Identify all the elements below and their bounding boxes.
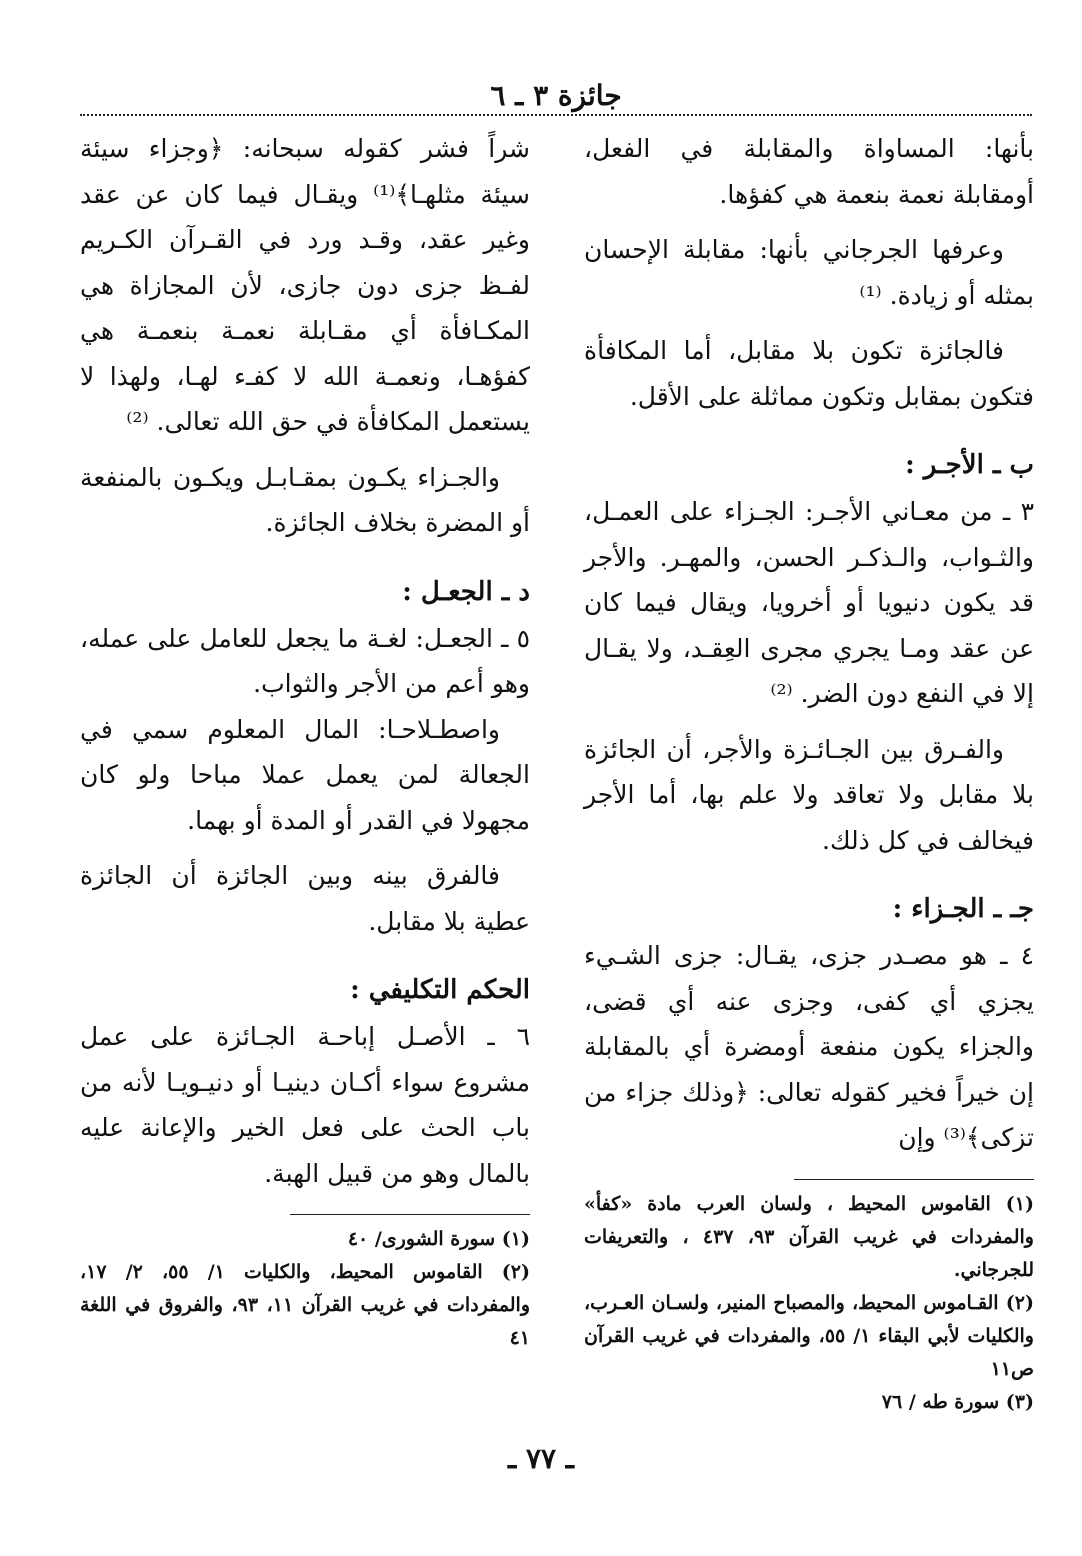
page-number: ـ ٧٧ ـ (508, 1442, 574, 1475)
section-heading-jaza: جـ ـ الجـزاء : (892, 894, 1034, 924)
left-column (80, 126, 530, 1355)
paragraph: ٣ ـ من معـاني الأجـر: الجـزاء على العمـل، والثـواب، والـذكـر الحسن، والمهـر. والأجر قد يكون دنيويا أو أخرويا، ويقال فيما كان عن عقد ومـا يجري مجرى العِقـد، ولا يقـال إلا في النفع دون الضر. ⁽²⁾ (584, 497, 1034, 708)
paragraph: شراً فشر كقوله سبحانه: ﴿وجزاء سيئة سيئة مثلهـا﴾⁽¹⁾ ويقـال فيما كان عن عقد وغير عقد، وقـد ورد في القـرآن الكـريم لفـظ جزى دون جازى، لأن المجازاة هي المكـافأة أي مقـابلة نعمـة بنعمـة هي كفؤهـا، ونعمـة الله لا كفـء لهـا، ولهذا لا يستعمل المكافأة في حق الله تعالى. ⁽²⁾ (80, 134, 530, 436)
paragraph: والفـرق بين الجـائـزة والأجر، أن الجائزة بلا مقابل ولا تعاقد ولا علم بها، أما الأجر فيخالف في كل ذلك. (584, 734, 1034, 855)
paragraph: فالفرق بينه وبين الجائزة أن الجائزة عطية بلا مقابل. (80, 861, 530, 936)
footnote: (١) سورة الشورى/ ٤٠ (347, 1228, 530, 1250)
section-heading-jul: د ـ الجعـل : (402, 576, 530, 607)
section-heading-ajr: ب ـ الأجـر : (905, 450, 1034, 480)
footnote-rule (290, 1214, 530, 1215)
paragraph: ٥ ـ الجعـل: لغـة ما يجعل للعامل على عمله، وهو أعم من الأجر والثواب. (80, 623, 530, 698)
paragraph: واصطـلاحـا: المال المعلوم سمي في الجعالة لمن يعمل عملا مباحا ولو كان مجهولا في القدر أو المدة أو بهما. (80, 714, 530, 835)
paragraph: فالجائزة تكون بلا مقابل، أما المكافأة فتكون بمقابل وتكون مماثلة على الأقل. (584, 336, 1034, 411)
footnote: (١) القاموس المحيط ، ولسان العرب مادة «كفأ» والمفردات في غريب القرآن ٩٣، ٤٣٧ ، والتعريفات للجرجاني. (584, 1192, 1034, 1281)
running-header: جائزة ٣ ـ ٦ (490, 79, 622, 112)
footnote-rule (794, 1179, 1034, 1180)
footnote: (٣) سورة طه / ٧٦ (881, 1390, 1034, 1413)
paragraph: وعرفها الجرجاني بأنها: مقابلة الإحسان بمثله أو زيادة. ⁽¹⁾ (584, 235, 1034, 310)
header-dotted-rule (80, 114, 1032, 116)
paragraph: بأنها: المساواة والمقابلة في الفعل، أومقابلة نعمة بنعمة هي كفؤها. (584, 134, 1034, 209)
footnote: (٢) القـاموس المحيط، والمصباح المنير، ولسـان العـرب، والكليات لأبي البقاء ١/ ٥٥، والمفردات في غريب القرآن ص١١ (584, 1291, 1034, 1380)
section-heading-ruling: الحكم التكليفي : (350, 975, 530, 1005)
paragraph: ٦ ـ الأصـل إباحـة الجـائزة على عمل مشروع سواء أكـان دينيـا أو دنيـويـا لأنه من باب الحث على فعل الخير والإعانة عليه بالمال وهو من قبيل الهبة. (80, 1022, 530, 1188)
right-column (584, 126, 1034, 1419)
paragraph: ٤ ـ هو مصـدر جزى، يقـال: جزى الشـيء يجزي أي كفى، وجزى عنه أي قضى، والجزاء يكون منفعة أومضرة أي بالمقابلة إن خيراً فخير كقوله تعالى: ﴿وذلك جزاء من تزكى﴾⁽³⁾ وإن (584, 941, 1034, 1152)
paragraph: والجـزاء يكـون بمقـابـل ويكـون بالمنفعة أو المضرة بخلاف الجائزة. (80, 462, 530, 537)
footnote: (٢) القاموس المحيط، والكليات ١/ ٥٥، ٢/ ١٧، والمفردات في غريب القرآن ١١، ٩٣، والفروق في اللغة ٤١ (80, 1261, 530, 1349)
